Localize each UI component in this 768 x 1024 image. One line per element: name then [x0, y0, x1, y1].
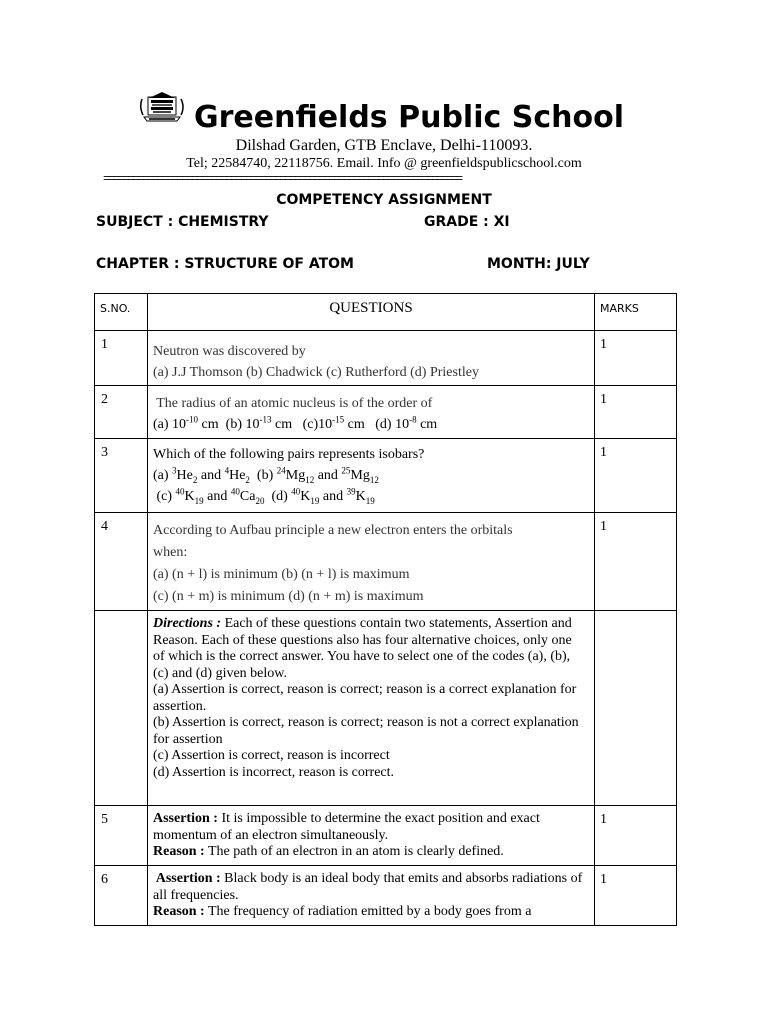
school-logo — [139, 91, 185, 123]
table-row — [95, 806, 677, 866]
question-text — [148, 866, 594, 921]
question-options: (a) (n + l) is minimum (b) (n + l) is maximum — [153, 567, 410, 582]
question-options: (a) $^3He_2$ and $^4He_2$ (b) $^{24}Mg_{12}$ and $^{25}Mg_{12}$ — [153, 465, 379, 485]
question-number: 1 — [101, 337, 108, 352]
question-marks: 1 — [600, 392, 607, 407]
table-row — [95, 439, 677, 513]
question-stem: when: — [153, 545, 188, 560]
reason-text: The path of an electron in an atom is clearly defined. — [204, 844, 504, 859]
month-label: MONTH: JULY — [487, 256, 590, 272]
table-row — [95, 513, 677, 611]
choice-d: (d) Assertion is incorrect, reason is correct. — [153, 764, 395, 780]
question-number: 3 — [101, 445, 108, 460]
question-number: 2 — [101, 392, 108, 407]
marks-header: MARKS — [600, 302, 639, 315]
choice-b: (b) Assertion is correct, reason is correct; reason is not a correct explanation for assertion — [153, 715, 579, 747]
header-separator: ========================================================================= — [103, 172, 461, 186]
school-name: Greenfields Public School — [194, 100, 624, 135]
assertion-text: It is impossible to determine the exact position and exact momentum of an electron simultaneously. — [153, 811, 540, 843]
directions-text — [148, 611, 594, 781]
assignment-title: COMPETENCY ASSIGNMENT — [276, 192, 492, 208]
question-marks: 1 — [600, 337, 607, 352]
question-marks: 1 — [600, 519, 607, 534]
school-contact: Tel; 22584740, 22118756. Email. Info @ greenfieldspublicschool.com — [186, 156, 582, 171]
table-row — [95, 866, 677, 926]
directions-label: Directions : — [153, 616, 222, 631]
reason-text: The frequency of radiation emitted by a body goes from a — [204, 904, 532, 919]
assertion-text: Black body is an ideal body that emits and absorbs radiations of all frequencies. — [153, 871, 583, 903]
questions-header: QUESTIONS — [329, 300, 413, 316]
question-options: (c) (n + m) is minimum (d) (n + m) is maximum — [153, 589, 424, 604]
question-marks: 1 — [600, 812, 607, 827]
table-row — [95, 331, 677, 386]
question-stem: The radius of an atomic nucleus is of the order of — [153, 396, 433, 411]
table-header-row — [95, 294, 677, 331]
question-options: (a) J.J Thomson (b) Chadwick (c) Rutherford (d) Priestley — [153, 365, 479, 380]
question-text — [148, 331, 594, 383]
assertion-label: Assertion : — [153, 811, 218, 826]
question-number: 6 — [101, 872, 108, 887]
question-stem: Neutron was discovered by — [153, 344, 306, 359]
question-stem: According to Aufbau principle a new electron enters the orbitals — [153, 523, 513, 538]
question-stem: Which of the following pairs represents isobars? — [153, 447, 425, 462]
reason-label: Reason : — [153, 904, 205, 919]
assertion-label: Assertion : — [153, 871, 221, 886]
question-marks: 1 — [600, 872, 607, 887]
reason-label: Reason : — [153, 844, 205, 859]
chapter-label: CHAPTER : STRUCTURE OF ATOM — [96, 256, 354, 272]
question-text — [148, 513, 594, 608]
grade-label: GRADE : XI — [424, 214, 510, 230]
school-address: Dilshad Garden, GTB Enclave, Delhi-110093. — [235, 137, 533, 154]
question-marks: 1 — [600, 445, 607, 460]
questions-table — [94, 293, 677, 926]
choice-c: (c) Assertion is correct, reason is incorrect — [153, 748, 390, 763]
choice-a: (a) Assertion is correct, reason is correct; reason is a correct explanation for assertion. — [153, 682, 577, 714]
subject-label: SUBJECT : CHEMISTRY — [96, 214, 269, 230]
sno-header: S.NO. — [100, 302, 131, 315]
question-options: (c) $^{40}K_{19}$ and $^{40}Ca_{20}$ (d) $^{40}K_{19}$ and $^{39}K_{19}$ — [153, 486, 375, 506]
question-number: 4 — [101, 519, 108, 534]
directions-body: Each of these questions contain two statements, Assertion and Reason. Each of these questions also has four alternative choices, only one of which is the correct answer. You have to select one of the codes (a), (b), (c) and (d) given below. — [153, 616, 572, 681]
directions-row — [95, 611, 677, 806]
question-number: 5 — [101, 812, 108, 827]
question-options: (a) $10^{-10}$ cm (b) $10^{-13}$ cm $(c)10^{-15}$ cm (d) $10^{-8}$ cm — [153, 414, 438, 432]
question-text — [148, 439, 594, 507]
table-row — [95, 386, 677, 439]
question-text — [148, 386, 594, 435]
question-text — [148, 806, 594, 861]
